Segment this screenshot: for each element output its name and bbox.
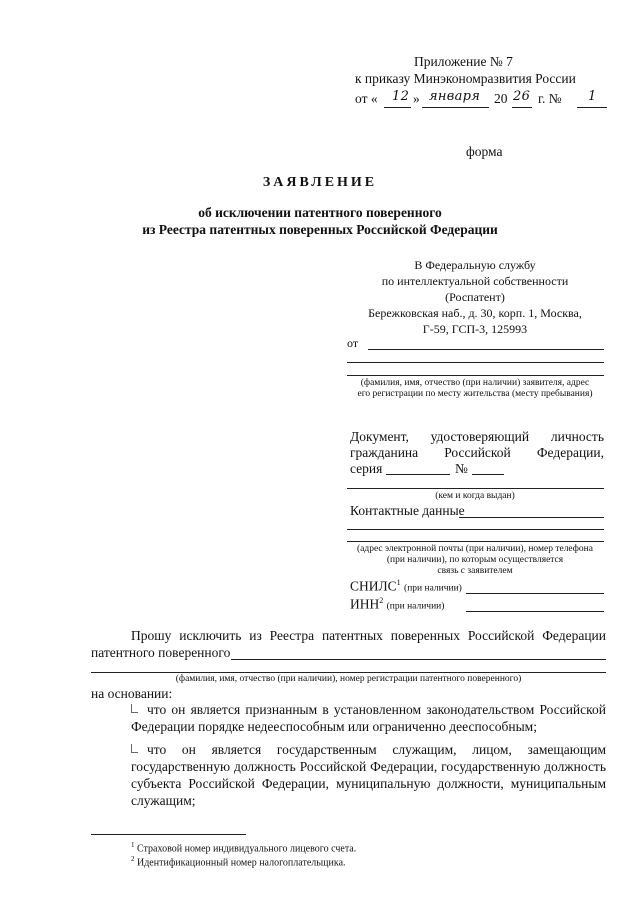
contacts-hint-1: (адрес электронной почты (при наличии), номер телефона bbox=[357, 544, 593, 554]
issued-by-hint: (кем и когда выдан) bbox=[435, 491, 515, 501]
date-year-underline bbox=[512, 107, 532, 108]
applicant-name-field[interactable] bbox=[368, 349, 604, 350]
date-month-underline bbox=[422, 107, 489, 108]
footnote-2 bbox=[131, 855, 346, 868]
recipient-line3: (Роспатент) bbox=[445, 290, 505, 304]
attorney-name-field[interactable] bbox=[231, 659, 606, 660]
footnote-1-text: Страховой номер индивидуального лицевого счета. bbox=[137, 843, 357, 855]
order-reference: к приказу Минэкономразвития России bbox=[355, 71, 576, 86]
appendix-number: Приложение № 7 bbox=[414, 54, 513, 69]
recipient-line5: Г-59, ГСП-3, 125993 bbox=[422, 322, 528, 336]
footnote-2-text: Идентификационный номер налогоплательщика. bbox=[137, 857, 346, 869]
date-year-prefix: 20 bbox=[494, 91, 508, 106]
document-subtitle-line2: из Реестра патентных поверенных Российской Федерации bbox=[142, 222, 498, 237]
recipient-line4: Бережковская наб., д. 30, корп. 1, Москва, bbox=[368, 306, 582, 320]
contacts-label: Контактные данные bbox=[350, 503, 465, 518]
contacts-field-2[interactable] bbox=[347, 529, 604, 530]
document-subtitle-line1: об исключении патентного поверенного bbox=[198, 205, 442, 220]
snils-note: (при наличии) bbox=[404, 583, 462, 594]
option1-line-1: что он является признанным в установленном законодательством Российской bbox=[147, 702, 606, 717]
footnote-1 bbox=[131, 841, 356, 854]
date-quote-close: » bbox=[413, 91, 420, 106]
contacts-field[interactable] bbox=[459, 517, 604, 518]
option1-checkbox[interactable] bbox=[131, 704, 138, 713]
contacts-hint-2: (при наличии), по которым осуществляется bbox=[386, 555, 564, 565]
document-label-row bbox=[350, 429, 604, 445]
attorney-name-field-2[interactable] bbox=[91, 672, 606, 673]
snils-label: СНИЛС bbox=[350, 578, 397, 594]
citizen-label-row bbox=[350, 445, 604, 461]
inn-footnote-mark: 2 bbox=[379, 596, 384, 605]
applicant-address-field[interactable] bbox=[347, 375, 604, 376]
document-title: ЗАЯВЛЕНИЕ bbox=[262, 175, 378, 190]
applicant-name-hint-1: (фамилия, имя, отчество (при наличии) заявителя, адрес bbox=[360, 378, 590, 388]
snils-field[interactable] bbox=[466, 593, 604, 594]
contacts-hint-3: связь с заявителем bbox=[437, 566, 513, 576]
recipient-line1: В Федеральную службу bbox=[414, 258, 536, 272]
applicant-name-hint-2: его регистрации по месту жительства (месту пребывания) bbox=[357, 389, 593, 399]
form-label: форма bbox=[466, 144, 503, 159]
order-number: 1 bbox=[588, 89, 597, 104]
date-day: 12 bbox=[392, 89, 410, 104]
inn-label: ИНН bbox=[350, 596, 380, 612]
series-label: серия bbox=[350, 461, 383, 476]
date-year: 26 bbox=[513, 89, 531, 104]
applicant-name-field-2[interactable] bbox=[347, 362, 604, 363]
snils-footnote-mark: 1 bbox=[396, 578, 401, 587]
document-word-2: удостоверяющий bbox=[430, 429, 530, 444]
footnote-separator bbox=[91, 834, 246, 835]
basis-label: на основании: bbox=[91, 686, 173, 701]
option2-line-1: что он является государственным служащим, лицом, замещающим bbox=[147, 742, 606, 757]
applicant-from-label: от bbox=[347, 336, 359, 350]
document-word-3: личность bbox=[550, 429, 604, 444]
citizen-word-2: Российской bbox=[444, 445, 511, 460]
date-prefix: от « bbox=[355, 91, 378, 106]
snils-row bbox=[350, 578, 462, 595]
request-line-2: патентного поверенного bbox=[91, 645, 231, 660]
number-sign: № bbox=[455, 461, 468, 476]
inn-row bbox=[350, 596, 444, 613]
contacts-field-3[interactable] bbox=[347, 541, 604, 542]
date-day-underline bbox=[384, 107, 411, 108]
date-month: января bbox=[429, 89, 481, 104]
citizen-word-3: Федерации, bbox=[536, 445, 604, 460]
inn-field[interactable] bbox=[466, 611, 604, 612]
footnote-2-mark: 2 bbox=[131, 855, 135, 863]
option2-line-2: государственную должность Российской Федерации, государственную должность bbox=[131, 759, 606, 774]
option2-line-4: служащим; bbox=[131, 793, 196, 808]
option2-checkbox[interactable] bbox=[131, 744, 138, 753]
document-number-field[interactable] bbox=[472, 474, 504, 475]
option1-line-2: Федерации порядке недееспособным или ограниченно дееспособным; bbox=[131, 719, 537, 734]
order-number-label: г. № bbox=[538, 91, 562, 106]
attorney-hint: (фамилия, имя, отчество (при наличии), номер регистрации патентного поверенного) bbox=[175, 674, 522, 684]
series-field[interactable] bbox=[386, 474, 450, 475]
document-word-1: Документ, bbox=[350, 429, 409, 444]
order-number-underline bbox=[577, 107, 607, 108]
request-line-1: Прошу исключить из Реестра патентных поверенных Российской Федерации bbox=[131, 628, 606, 643]
inn-note: (при наличии) bbox=[386, 601, 445, 612]
issued-by-field[interactable] bbox=[347, 488, 604, 489]
citizen-word-1: гражданина bbox=[350, 445, 419, 460]
recipient-line2: по интеллектуальной собственности bbox=[381, 274, 569, 288]
footnote-1-mark: 1 bbox=[131, 841, 135, 849]
option2-line-3: субъекта Российской Федерации, муниципальную должности, муниципальным bbox=[131, 776, 606, 791]
